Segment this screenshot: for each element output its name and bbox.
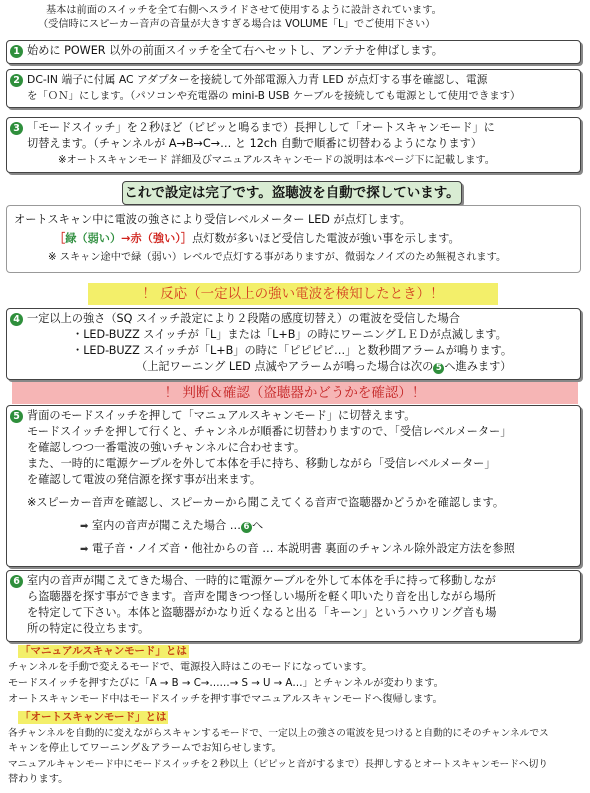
step-ref-5: 5 [433, 363, 444, 374]
step-2-text-1: DC-IN 端子に付属 AC アダプターを接続して外部電源入力青 LED が点灯する事を確認し、電源 [27, 73, 488, 86]
step-2-line-1 [10, 73, 487, 87]
step-3-note: ※オートスキャンモード 詳細及びマニュアルスキャンモードの説明は本ページ下に記載します。 [58, 155, 495, 166]
step-5-line-4: また、一時的に電源ケーブルを外して本体を手に持ち、移動しながら「受信レベルメーター」 [27, 457, 496, 470]
step-3-line-1 [10, 121, 495, 135]
autoscan-note: ※ スキャン途中で緑（弱い）レベルで点灯する事がありますが、微弱なノイズのため無視されます。 [48, 252, 507, 263]
step-number-2: 2 [10, 74, 23, 87]
level-weak-green: 緑（弱い） [65, 232, 122, 245]
bracket-open: ［ [54, 232, 66, 245]
step-6-line-1 [10, 574, 496, 588]
step-3-line-2: 切替えます。（チャンネルが A→B→C→… と 12ch 自動で順番に切替わるようになります） [27, 137, 482, 150]
step-4-line-2: ・LED-BUZZ スイッチが「L」または「L+B」の時にワーニングＬＥＤが点滅します。 [72, 328, 507, 341]
step-4-line-3: ・LED-BUZZ スイッチが「L+B」の時に「ピピピピ…」と数秒間アラームが鳴ります。 [72, 344, 513, 357]
option-1-text: 室内の音声が聞こえた場合 … [91, 519, 241, 532]
auto-mode-line-3: マニュアルキャンモード中にモードスイッチを２秒以上（ピピッと音がするまで）長押しするとオートスキャンモードへ切り [8, 759, 548, 770]
intro-line-1: 基本は前面のスイッチを全て右側へスライドさせて使用するように設計されています。 [46, 5, 442, 16]
step-number-6: 6 [10, 575, 23, 588]
autoscan-line-2-rest: 点灯数が多いほど受信した電波が強い事を示します。 [192, 232, 460, 245]
autoscan-line-1: オートスキャン中に電波の強さにより受信レベルメーター LED が点灯します。 [14, 213, 411, 226]
step-4-line-4 [136, 360, 511, 374]
auto-mode-line-2: キャンを停止してワーニング＆アラームでお知らせします。 [8, 743, 282, 754]
step-1 [10, 44, 443, 58]
step-5-line-3: を確認しつつ一番電波の強いチャンネルに合わせます。 [27, 441, 306, 454]
step-6-line-2: ら盗聴器を探す事ができます。音声を聞きつつ怪しい場所を軽く叩いたり音を出しながら場所 [27, 590, 496, 603]
reaction-banner: ！ 反応（一定以上の強い電波を検知したとき）！ [88, 283, 498, 305]
level-strong-red: 赤（強い） [130, 232, 181, 245]
auto-mode-line-1: 各チャンネルを自動的に変えながらスキャンするモードで、一定以上の強さの電波を見つけると自動的にそのチャンネルでス [8, 728, 549, 739]
step-6-text-1: 室内の音声が聞こえてきた場合、一時的に電源ケーブルを外して本体を手に持って移動しなが [27, 574, 496, 587]
step-5-line-6: ※スピーカー音声を確認し、スピーカーから聞こえてくる音声で盗聴器かどうかを確認します。 [27, 496, 505, 509]
step-4-text-1: 一定以上の強さ（SQ スイッチ設定により２段階の感度切替え）の電波を受信した場合 [27, 312, 460, 325]
auto-mode-line-4: 替わります。 [8, 774, 69, 785]
step-4-line-4-pre: 上記ワーニング LED 点滅やアラームが鳴った場合は次の [147, 360, 434, 373]
step-4-paren: （ [136, 360, 148, 373]
bracket-close: ］ [180, 232, 193, 245]
step-5-text-1: 背面のモードスイッチを押して「マニュアルスキャンモード」に切替えます。 [27, 409, 416, 422]
step-6-line-3: を特定して下さい。本体と盗聴器がかなり近くなると出る「キーン」というハウリング音も場 [27, 606, 497, 619]
manual-mode-line-1: チャンネルを手動で変えるモードで、電源投入時はこのモードになっています。 [8, 662, 373, 673]
step-5-line-5: を確認して電波の発信源を探す事が出来ます。 [27, 473, 262, 486]
step-4-line-1 [10, 312, 460, 326]
step-3-text-1: 「モードスイッチ」を２秒ほど（ピピッと鳴るまで）長押しして「オートスキャンモード」に [27, 121, 495, 134]
level-arrow: → [121, 232, 131, 245]
step-ref-6: 6 [241, 522, 252, 533]
arrow-right-icon: ➡ [80, 521, 89, 532]
step-1-text: 始めに POWER 以外の前面スイッチを全て右へセットし、アンテナを伸ばします。 [27, 44, 443, 57]
option-2-text: 電子音・ノイズ音・他社からの音 … 本説明書 裏面のチャンネル除外設定方法を参照 [91, 542, 515, 555]
step-4-line-4-post: へ進みます） [444, 360, 512, 373]
manual-mode-line-2: モードスイッチを押すたびに「A → B → C→……→ S → U → A…」とチャンネルが変わります。 [8, 678, 444, 689]
step-number-4: 4 [10, 313, 23, 326]
intro-line-2: （受信時にスピーカー音声の音量が大きすぎる場合は VOLUME「L」でご使用下さい） [38, 19, 436, 30]
step-6-line-4: 所の特定に役立ちます。 [27, 622, 150, 635]
step-5-option-1 [80, 519, 263, 534]
step-number-1: 1 [10, 45, 23, 58]
manual-mode-line-3: オートスキャンモード中はモードスイッチを押す事でマニュアルスキャンモードへ復帰します。 [8, 694, 443, 705]
step-number-5: 5 [10, 410, 23, 423]
step-2-line-2: を「ＯＮ」にします。（パソコンや充電器の mini-B USB ケーブルを接続しても電源として使用できます） [27, 90, 521, 102]
step-5-option-2 [80, 542, 515, 557]
setup-complete-banner: これで設定は完了です。盗聴波を自動で探しています。 [122, 181, 462, 205]
option-1-suffix: へ [251, 519, 264, 532]
step-number-3: 3 [10, 122, 23, 135]
step-5-line-2: モードスイッチを押して行くと、チャンネルが順番に切替わりますので、「受信レベルメーター」 [27, 425, 512, 438]
auto-mode-title: 「オートスキャンモード」とは [20, 711, 167, 723]
manual-mode-title: 「マニュアルスキャンモード」とは [20, 645, 187, 657]
judge-banner: ！ 判断＆確認（盗聴器かどうかを確認）！ [12, 382, 578, 404]
arrow-right-icon: ➡ [80, 544, 89, 555]
step-5-line-1 [10, 409, 415, 423]
autoscan-line-2 [54, 232, 460, 246]
